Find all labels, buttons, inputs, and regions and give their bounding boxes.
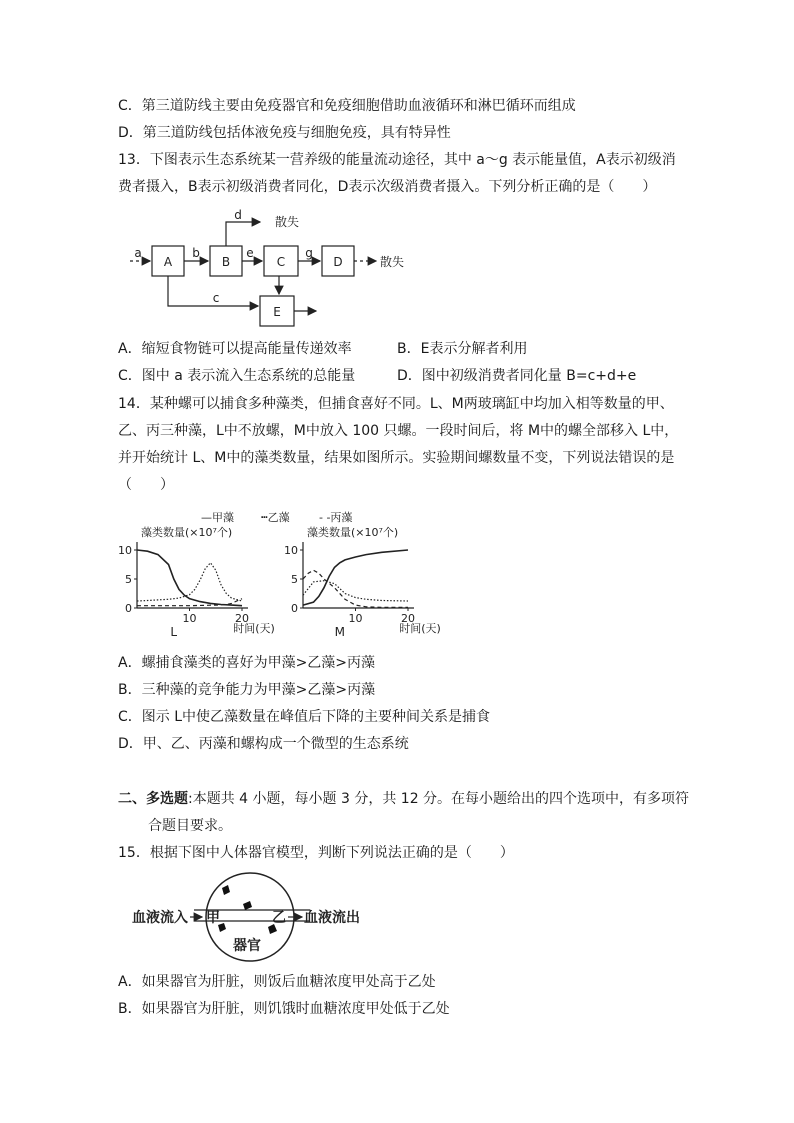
- blood-in-label: 血液流入: [132, 910, 188, 926]
- legend-jia: —甲藻: [201, 511, 234, 524]
- m-ytick-label: 5: [291, 573, 298, 586]
- q13-stem-line2: 费者摄入，B表示初级消费者同化，D表示次级消费者摄入。下列分析正确的是（ ）: [118, 179, 657, 195]
- section2-heading: [118, 789, 689, 809]
- q14-option-d: D．甲、乙、丙藻和螺构成一个微型的生态系统: [118, 736, 409, 752]
- node-b: B: [221, 255, 231, 269]
- q12-option-d: D．第三道防线包括体液免疫与细胞免疫，具有特异性: [118, 125, 451, 141]
- cell-shape-1: [222, 885, 230, 895]
- q13-option-b: B．E表示分解者利用: [397, 341, 528, 357]
- label-jia: 甲: [206, 910, 220, 926]
- m-ytick-label: 10: [284, 544, 298, 557]
- q14-stem-line1: 14．某种螺可以捕食多种藻类，但捕食喜好不同。L、M两玻璃缸中均加入相等数量的甲、: [118, 396, 674, 412]
- l-xtick-label: 10: [182, 612, 197, 625]
- l-ytick-label: 10: [118, 544, 132, 557]
- node-d: D: [333, 255, 343, 269]
- l-xtick-label: 20: [235, 612, 249, 625]
- q13-stem-line1: 13．下图表示生态系统某一营养级的能量流动途径，其中 a～g 表示能量值，A表示初级消: [118, 152, 676, 168]
- arrow-d: [226, 222, 260, 246]
- node-e: E: [273, 305, 281, 319]
- legend-bing: - -丙藻: [319, 511, 353, 524]
- q13-option-d: D．图中初级消费者同化量 B=c+d+e: [397, 368, 637, 384]
- m-xlabel: 时间(天): [399, 622, 441, 635]
- label-g: g: [305, 246, 313, 260]
- m-series-乙藻: [303, 581, 408, 601]
- q13-option-a: A．缩短食物链可以提高能量传递效率: [118, 341, 352, 357]
- organ-label: 器官: [233, 938, 261, 954]
- m-xtick-label: 10: [348, 612, 363, 625]
- loss-label-1: 散失: [275, 215, 300, 229]
- l-ytick-label: 5: [125, 573, 132, 586]
- label-e: e: [246, 246, 254, 260]
- label-d: d: [234, 208, 242, 222]
- section2-heading-text: :本题共 4 小题，每小题 3 分，共 12 分。在每小题给出的四个选项中，有多项符: [188, 791, 690, 807]
- q14-stem-line4: （ ）: [118, 477, 174, 493]
- legend-yi: ┅乙藻: [261, 511, 290, 524]
- q14-option-c: C．图示 L中使乙藻数量在峰值后下降的主要种间关系是捕食: [118, 709, 491, 725]
- q14-option-a: A．螺捕食藻类的喜好为甲藻>乙藻>丙藻: [118, 655, 376, 671]
- q14-stem-line2: 乙、丙三种藻，L中不放螺，M中放入 100 只螺。一段时间后，将 M中的螺全部移入 L中，: [118, 423, 679, 439]
- label-b: b: [192, 246, 200, 260]
- m-title: M: [334, 625, 345, 639]
- l-ylabel: 藻类数量(×10⁷个): [141, 526, 233, 539]
- loss-label-2: 散失: [380, 255, 405, 269]
- l-series-甲藻: [137, 550, 242, 606]
- blood-out-label: 血液流出: [304, 910, 360, 926]
- label-yi: 乙: [272, 910, 286, 926]
- q14-stem-line3: 并开始统计 L、M中的藻类数量，结果如图所示。实验期间螺数量不变，下列说法错误的是: [118, 450, 675, 466]
- q15-option-a: A．如果器官为肝脏，则饭后血糖浓度甲处高于乙处: [118, 974, 436, 990]
- l-title: L: [170, 625, 178, 639]
- m-ytick-label: 0: [291, 602, 298, 615]
- m-xtick-label: 20: [401, 612, 415, 625]
- m-series-丙藻: [303, 570, 408, 607]
- organ-model-diagram: [130, 870, 370, 965]
- label-a: a: [134, 246, 142, 260]
- section2-heading-prefix: 二、多选题: [118, 791, 188, 807]
- q15-option-b: B．如果器官为肝脏，则饥饿时血糖浓度甲处低于乙处: [118, 1001, 450, 1017]
- m-ylabel: 藻类数量(×10⁷个): [307, 526, 399, 539]
- node-c: C: [276, 255, 286, 269]
- l-series-乙藻: [137, 563, 242, 601]
- energy-flow-diagram: [120, 208, 420, 338]
- node-a: A: [163, 255, 173, 269]
- m-series-甲藻: [303, 550, 408, 605]
- l-xlabel: 时间(天): [233, 622, 275, 635]
- q12-option-c: C．第三道防线主要由免疫器官和免疫细胞借助血液循环和淋巴循环而组成: [118, 98, 576, 114]
- algae-charts: [115, 505, 455, 640]
- section2-heading-cont: 合题目要求。: [148, 818, 232, 834]
- cell-shape-2: [243, 901, 252, 910]
- q15-stem: 15．根据下图中人体器官模型，判断下列说法正确的是（ ）: [118, 845, 514, 861]
- label-c: c: [212, 291, 220, 305]
- l-ytick-label: 0: [125, 602, 132, 615]
- q14-option-b: B．三种藻的竞争能力为甲藻>乙藻>丙藻: [118, 682, 376, 698]
- q13-option-c: C．图中 a 表示流入生态系统的总能量: [118, 368, 356, 384]
